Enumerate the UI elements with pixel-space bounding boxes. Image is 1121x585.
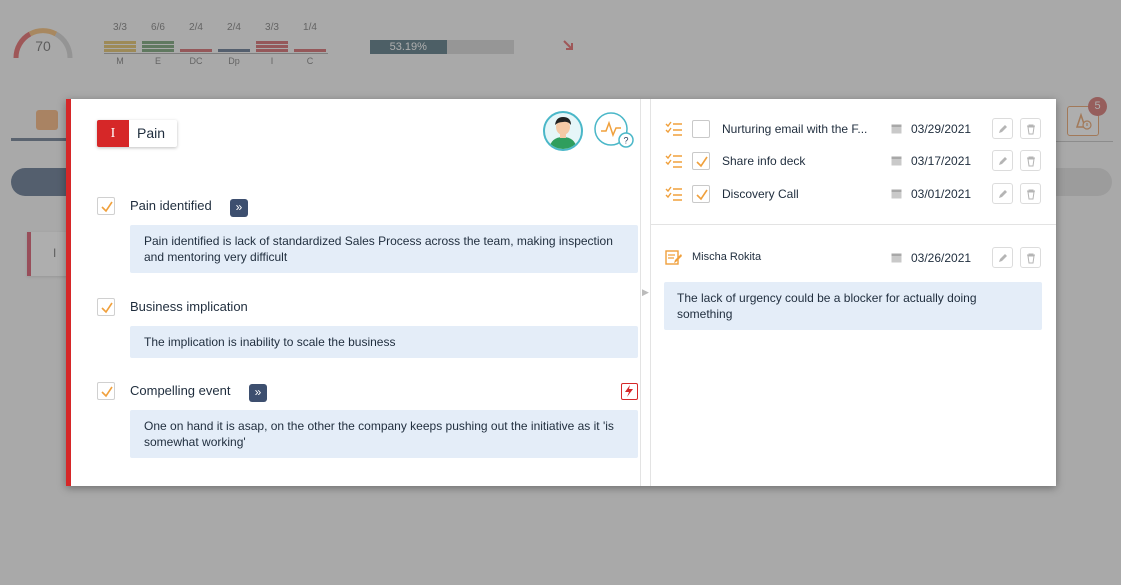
trash-icon <box>1025 188 1037 200</box>
double-chevron-icon: » <box>235 200 243 214</box>
comment-header <box>665 247 1045 269</box>
trash-icon <box>1025 155 1037 167</box>
checkmark-icon <box>695 188 709 202</box>
note-edit-icon <box>665 250 683 266</box>
task-row <box>665 150 1045 172</box>
activity-help-icon[interactable] <box>593 111 639 151</box>
edit-button[interactable] <box>992 183 1013 204</box>
pane-divider <box>640 99 641 486</box>
double-chevron-icon: » <box>254 385 262 399</box>
checkmark-icon <box>100 200 114 214</box>
criterion-label: Business implication <box>130 299 248 314</box>
pencil-icon <box>997 252 1009 264</box>
checkmark-icon <box>100 385 114 399</box>
criterion-note[interactable]: Pain identified is lack of standardized Sales Process across the team, making inspection and mentoring very difficult <box>130 225 638 273</box>
svg-text:?: ? <box>623 135 629 146</box>
criterion-label: Compelling event <box>130 383 231 398</box>
pencil-icon <box>997 188 1009 200</box>
trash-icon <box>1025 123 1037 135</box>
checkmark-icon <box>100 301 114 315</box>
criterion-checkbox[interactable] <box>97 197 115 215</box>
criterion-label: Pain identified <box>130 198 212 213</box>
section-divider <box>651 224 1056 225</box>
edit-button[interactable] <box>992 150 1013 171</box>
expand-button[interactable] <box>230 199 248 217</box>
checkmark-icon <box>695 155 709 169</box>
task-row <box>665 183 1045 205</box>
calendar-icon <box>891 123 902 134</box>
task-list-icon <box>665 186 683 202</box>
criteria-title: Pain <box>137 125 166 141</box>
task-list-icon <box>665 121 683 137</box>
delete-button[interactable] <box>1020 150 1041 171</box>
criterion-note[interactable]: One on hand it is asap, on the other the company keeps pushing out the initiative as it 'is somewhat working' <box>130 410 638 458</box>
expand-button[interactable] <box>249 384 267 402</box>
criteria-modal <box>66 99 1056 486</box>
edit-button[interactable] <box>992 118 1013 139</box>
calendar-icon <box>891 155 902 166</box>
task-label[interactable]: Share info deck <box>722 154 806 168</box>
delete-button[interactable] <box>1020 183 1041 204</box>
task-date: 03/17/2021 <box>911 154 972 168</box>
delete-button[interactable] <box>1020 118 1041 139</box>
collapse-arrow-icon[interactable]: ▶ <box>642 287 649 297</box>
delete-comment-button[interactable] <box>1020 247 1041 268</box>
edit-comment-button[interactable] <box>992 247 1013 268</box>
calendar-icon <box>891 252 902 263</box>
comment-text[interactable]: The lack of urgency could be a blocker for actually doing something <box>664 282 1042 330</box>
criteria-title-tag <box>97 120 177 147</box>
person-icon <box>545 113 581 149</box>
task-checkbox[interactable] <box>692 152 710 170</box>
pencil-icon <box>997 123 1009 135</box>
compelling-event-flag-button[interactable] <box>621 383 638 400</box>
pencil-icon <box>997 155 1009 167</box>
criterion-note[interactable]: The implication is inability to scale the business <box>130 326 638 358</box>
calendar-icon <box>891 188 902 199</box>
task-date: 03/29/2021 <box>911 122 972 136</box>
comment-author: Mischa Rokita <box>692 251 762 263</box>
task-checkbox[interactable] <box>692 120 710 138</box>
criteria-letter: I <box>97 120 129 147</box>
activity-pane <box>651 99 1056 486</box>
lightning-icon <box>622 384 636 398</box>
trash-icon <box>1025 252 1037 264</box>
criterion-checkbox[interactable] <box>97 382 115 400</box>
task-label[interactable]: Discovery Call <box>722 187 799 201</box>
avatar[interactable] <box>543 111 583 151</box>
task-label[interactable]: Nurturing email with the F... <box>722 122 868 136</box>
criteria-pane <box>71 99 641 486</box>
task-date: 03/01/2021 <box>911 187 972 201</box>
task-list-icon <box>665 153 683 169</box>
task-row <box>665 118 1045 140</box>
task-checkbox[interactable] <box>692 185 710 203</box>
criterion-checkbox[interactable] <box>97 298 115 316</box>
comment-date: 03/26/2021 <box>911 251 972 265</box>
